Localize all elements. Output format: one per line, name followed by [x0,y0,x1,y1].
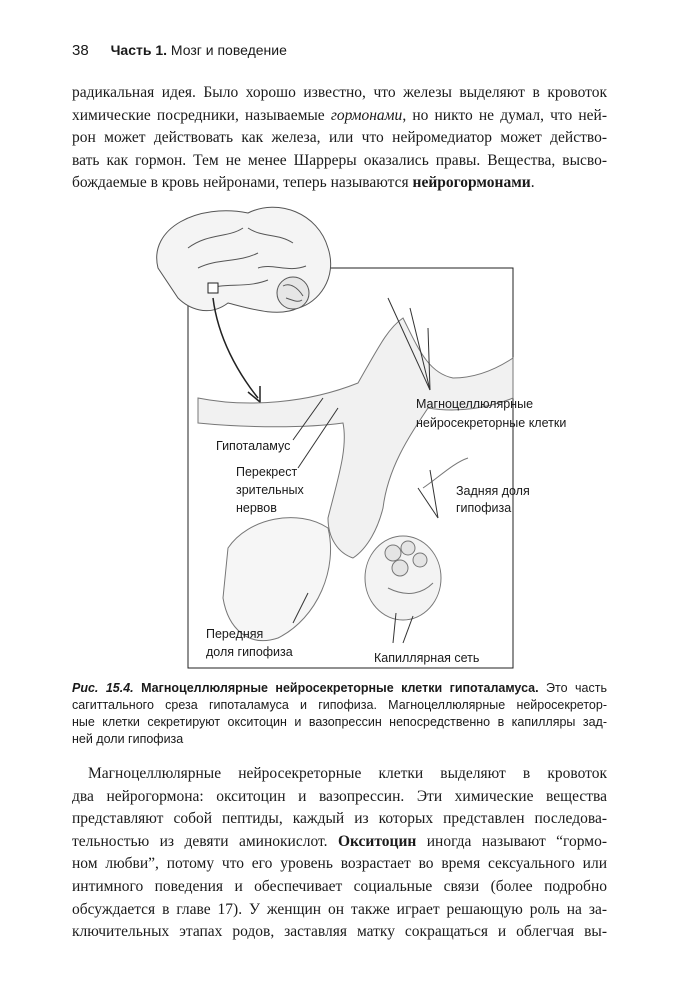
text-line [72,172,607,195]
text-line: обсуждается в главе 17). У женщин он также играет решающую роль на за- [72,900,607,918]
part-label: Часть 1. [110,42,168,58]
text-line: ном любви”, потому что его уровень возрастает во время сексуального или [72,855,607,873]
text-run: Магноцеллюлярные нейросекреторные клетки выделяют в кровоток [88,765,607,782]
label-optic-chiasm: нервов [236,501,277,515]
text-line: радикальная идея. Было хорошо известно, что железы выделяют в кровоток [72,84,607,101]
text-line [72,831,607,854]
text-line: представляют собой пептиды, каждый из которых представлен последова- [72,810,607,828]
caption-line [72,680,607,697]
label-magnocellular: Магноцеллюлярные [416,397,534,411]
section-title: Мозг и поведение [170,42,287,58]
figure-caption [72,680,607,748]
page-number: 38 [72,42,89,59]
caption-line: ные клетки секретируют окситоцин и вазопрессин непосредственно в капилляры зад- [72,715,607,729]
paragraph-top [72,82,607,195]
text-line [72,105,607,128]
label-magnocellular: нейросекреторные клетки [416,416,567,430]
term-neurohormones: нейрогормонами [412,174,531,192]
label-posterior-pituitary: Задняя доля [456,484,530,498]
caption-line: сагиттального среза гипоталамуса и гипофиза. Магноцеллюлярные нейросекретор- [72,698,607,712]
hypothalamus-section [198,318,513,641]
figure-number: Рис. 15.4. [72,681,134,695]
text-run: химические посредники, называемые [72,106,331,124]
figure-title: Магноцеллюлярные нейросекреторные клетки гипоталамуса. [141,681,539,695]
label-optic-chiasm: Перекрест [236,465,298,479]
brain-sketch [157,207,331,402]
text-run: бождаемые в кровь нейронами, теперь называются [72,174,413,192]
caption-line: ней доли гипофиза [72,732,184,746]
text-line: ключительных этапах родов, заставляя матку сокращаться и облегчая вы- [72,923,607,941]
text-line [72,763,607,786]
term-oxytocin: Окситоцин [337,832,417,850]
text-run: , но никто не думал, что ней- [402,106,607,124]
running-header [72,42,287,59]
label-anterior-pituitary: доля гипофиза [206,645,293,659]
label-capillary-network: Капиллярная сеть [374,651,480,665]
figure-hypothalamus [188,208,567,668]
label-optic-chiasm: зрительных [236,483,304,497]
text-run: Это часть [538,681,607,695]
text-line: интимного поведения и обеспечивает социальные связи (более подробно [72,877,607,895]
text-run: тельностью из девяти аминокислот. [72,832,328,850]
label-hypothalamus: Гипоталамус [216,439,291,453]
label-posterior-pituitary: гипофиза [456,501,512,515]
text-run: иногда называют “гормо- [416,832,608,850]
text-line: вать как гормон. Тем не менее Шарреры оказались правы. Вещества, высво- [72,151,607,169]
paragraph-bottom [72,763,607,944]
term-hormones: гормонами [330,106,403,124]
text-line: два нейрогормона: окситоцин и вазопрессин. Эти химические вещества [72,787,607,805]
anatomy-illustration [188,208,567,668]
text-run: . [530,174,535,192]
label-anterior-pituitary: Передняя [206,627,264,641]
text-line: рон может действовать как железа, или что нейромедиатор может действо- [72,129,607,147]
